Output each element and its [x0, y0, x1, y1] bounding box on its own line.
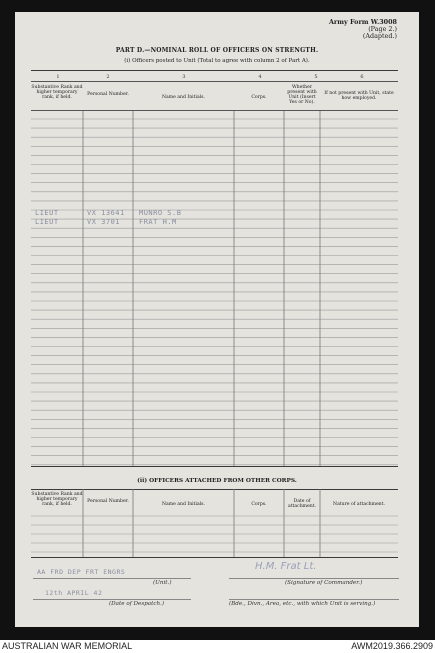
table1-top-rule — [31, 70, 398, 71]
col-number-4: 4 — [258, 74, 262, 80]
caption-accession-number: AWM2019.366.2909 — [351, 641, 433, 651]
table1-grid — [31, 110, 398, 466]
header-present: Whether present with Unit (Insert Yes or No). — [287, 85, 317, 105]
unit-label: (Unit.) — [153, 580, 172, 586]
form-page: (Page 2.) — [368, 25, 397, 33]
unit-value: AA FRD DEP FRT ENGRS — [37, 568, 126, 576]
table1-number-rule — [31, 81, 398, 82]
col-number-5: 5 — [314, 74, 318, 80]
section2-header-nature: Nature of attachment. — [333, 502, 385, 507]
entry-1-number: VX 13641 — [87, 209, 125, 217]
table2-bottom-rule — [31, 557, 398, 558]
entry-2-rank: LIEUT — [35, 218, 59, 226]
table1-bottom-rule — [31, 466, 398, 467]
entry-1-rank: LIEUT — [35, 209, 59, 217]
entry-1-name: MUNRO S.B — [139, 209, 182, 217]
section2-header-date: Date of attachment. — [287, 499, 317, 509]
col-number-6: 6 — [360, 74, 364, 80]
header-personal-number: Personal Number. — [87, 92, 129, 97]
date-line — [33, 599, 191, 600]
signature-value: H.M. Frat Lt. — [255, 561, 317, 572]
section2-header-rank: Substantive Rank and higher temporary rank, if held. — [31, 492, 83, 507]
entry-2-name: FRAT H.M — [139, 218, 177, 226]
date-value: 12th APRIL 42 — [45, 589, 103, 597]
form-adapted: (Adapted.) — [362, 32, 397, 40]
form-number-block — [329, 19, 397, 40]
header-employment: If not present with Unit, state how employed. — [324, 91, 394, 101]
unit-line — [33, 578, 191, 579]
section2-title: (ii) OFFICERS ATTACHED FROM OTHER CORPS. — [137, 478, 297, 484]
col-number-2: 2 — [106, 74, 110, 80]
table1-header-rule — [31, 110, 398, 111]
section2-header-corps: Corps. — [251, 502, 267, 507]
header-name: Name and Initials. — [162, 95, 205, 100]
signature-label: (Signature of Commander.) — [285, 580, 363, 586]
bde-line — [229, 599, 399, 600]
col-number-3: 3 — [182, 74, 186, 80]
entry-2-number: VX 3701 — [87, 218, 121, 226]
col-number-1: 1 — [56, 74, 60, 80]
table2-grid — [31, 489, 398, 557]
header-rank: Substantive Rank and higher temporary rank, if held. — [31, 85, 83, 100]
caption-institution: AUSTRALIAN WAR MEMORIAL — [2, 641, 133, 651]
section1-title: (i) Officers posted to Unit (Total to agree with column 2 of Part A). — [124, 58, 310, 64]
signature-line — [229, 578, 399, 579]
date-label: (Date of Despatch.) — [109, 601, 165, 607]
form-sheet — [15, 12, 419, 627]
bde-label: (Bde., Divn., Area, etc., with which Unit is serving.) — [229, 601, 376, 607]
header-corps: Corps. — [251, 95, 267, 100]
section2-header-name: Name and Initials. — [162, 502, 205, 507]
part-title: PART D.—NOMINAL ROLL OF OFFICERS ON STRENGTH. — [115, 47, 319, 54]
form-number: Army Form W.3008 — [328, 18, 397, 26]
section2-header-personal-number: Personal Number. — [87, 499, 129, 504]
